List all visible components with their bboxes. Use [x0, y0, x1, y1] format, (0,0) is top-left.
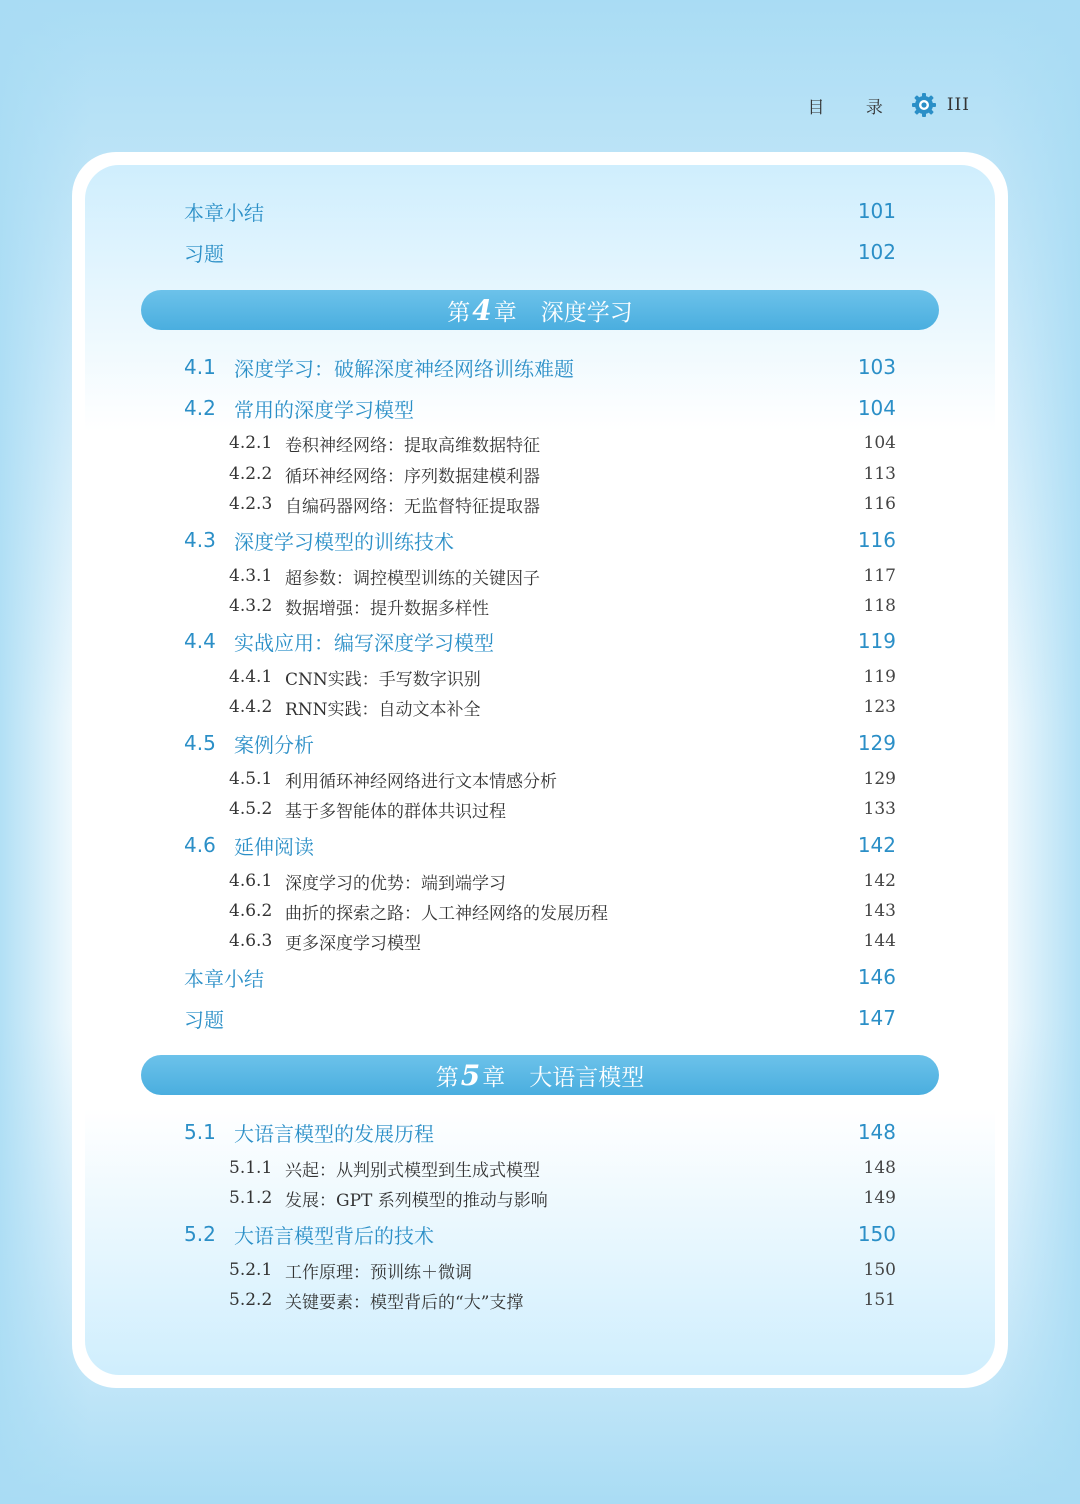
section-page: 129 — [857, 731, 896, 755]
subsection-number: 4.3.2 — [229, 596, 273, 616]
subsection-title: RNN实践：自动文本补全 — [285, 699, 481, 720]
subsection-title: 卷积神经网络：提取高维数据特征 — [285, 435, 540, 456]
subsection-page: 151 — [863, 1290, 896, 1310]
subsection-number: 4.2.2 — [229, 464, 273, 484]
toc-subsection[interactable] — [229, 926, 896, 956]
toc-section[interactable] — [184, 626, 896, 656]
subsection-number: 5.1.2 — [229, 1188, 273, 1208]
section-title: 常用的深度学习模型 — [234, 397, 414, 422]
toc-section[interactable] — [184, 1219, 896, 1249]
section-number: 4.2 — [184, 396, 216, 420]
section-page: 142 — [857, 833, 896, 857]
toc-section[interactable] — [184, 352, 896, 382]
toc-subsection[interactable] — [229, 591, 896, 621]
chapter-number: 5 — [460, 1058, 481, 1092]
chapter-title: 大语言模型 — [529, 1064, 645, 1091]
section-title: 大语言模型背后的技术 — [234, 1223, 434, 1248]
subsection-page: 118 — [863, 596, 896, 616]
subsection-page: 123 — [863, 697, 896, 717]
toc-subsection[interactable] — [229, 459, 896, 489]
toc-subsection[interactable] — [229, 896, 896, 926]
section-title: 延伸阅读 — [234, 834, 314, 859]
subsection-title: 曲折的探索之路：人工神经网络的发展历程 — [285, 903, 608, 924]
toc-section[interactable] — [184, 525, 896, 555]
chapter-title: 深度学习 — [540, 299, 633, 326]
subsection-title: 深度学习的优势：端到端学习 — [285, 873, 506, 894]
subsection-title: 数据增强：提升数据多样性 — [285, 598, 489, 619]
toc-subsection[interactable] — [229, 764, 896, 794]
subsection-number: 5.2.2 — [229, 1290, 273, 1310]
page-number: III — [946, 95, 970, 115]
subsection-page: 133 — [863, 799, 896, 819]
section-title: 实战应用：编写深度学习模型 — [234, 630, 494, 655]
subsection-page: 148 — [863, 1158, 896, 1178]
toc-subsection[interactable] — [229, 692, 896, 722]
section-page: 103 — [857, 355, 896, 379]
section-number: 4.3 — [184, 528, 216, 552]
subsection-page: 129 — [863, 769, 896, 789]
toc-entry-title: 本章小结 — [184, 966, 264, 991]
chapter-prefix: 第 — [435, 1064, 459, 1091]
toc-entry-page: 102 — [857, 240, 896, 264]
toc-subsection[interactable] — [229, 489, 896, 519]
section-number: 5.2 — [184, 1222, 216, 1246]
section-number: 4.5 — [184, 731, 216, 755]
section-page: 116 — [857, 528, 896, 552]
subsection-page: 149 — [863, 1188, 896, 1208]
section-title: 案例分析 — [234, 732, 314, 757]
subsection-number: 4.6.2 — [229, 901, 273, 921]
section-page: 119 — [857, 629, 896, 653]
subsection-number: 4.5.1 — [229, 769, 273, 789]
subsection-number: 4.6.1 — [229, 871, 273, 891]
toc-entry[interactable] — [184, 1003, 896, 1033]
subsection-title: CNN实践：手写数字识别 — [285, 669, 481, 690]
subsection-number: 5.2.1 — [229, 1260, 273, 1280]
section-page: 104 — [857, 396, 896, 420]
chapter-5-header[interactable] — [141, 1055, 939, 1095]
toc-entry[interactable] — [184, 196, 896, 226]
subsection-page: 116 — [863, 494, 896, 514]
toc-subsection[interactable] — [229, 561, 896, 591]
toc-entry-title: 习题 — [184, 1007, 224, 1032]
section-label: 目 录 — [807, 97, 901, 118]
toc-entry-title: 本章小结 — [184, 200, 264, 225]
subsection-number: 4.2.3 — [229, 494, 273, 514]
toc-subsection[interactable] — [229, 1153, 896, 1183]
section-number: 4.6 — [184, 833, 216, 857]
section-number: 4.4 — [184, 629, 216, 653]
section-title: 深度学习模型的训练技术 — [234, 529, 454, 554]
subsection-title: 利用循环神经网络进行文本情感分析 — [285, 771, 557, 792]
subsection-page: 113 — [863, 464, 896, 484]
toc-section[interactable] — [184, 830, 896, 860]
subsection-title: 基于多智能体的群体共识过程 — [285, 801, 506, 822]
subsection-title: 关键要素：模型背后的“大”支撑 — [285, 1292, 524, 1313]
chapter-prefix: 第 — [447, 299, 471, 326]
subsection-number: 5.1.1 — [229, 1158, 273, 1178]
chapter-suffix: 章 — [482, 1064, 506, 1091]
toc-subsection[interactable] — [229, 1285, 896, 1315]
subsection-number: 4.6.3 — [229, 931, 273, 951]
toc-entry-page: 101 — [857, 199, 896, 223]
section-number: 5.1 — [184, 1120, 216, 1144]
subsection-page: 119 — [863, 667, 896, 687]
chapter-number: 4 — [472, 293, 492, 327]
toc-subsection[interactable] — [229, 1255, 896, 1285]
gear-icon — [911, 92, 937, 118]
toc-section[interactable] — [184, 728, 896, 758]
subsection-title: 超参数：调控模型训练的关键因子 — [285, 568, 540, 589]
subsection-number: 4.4.1 — [229, 667, 273, 687]
subsection-title: 自编码器网络：无监督特征提取器 — [285, 496, 540, 517]
toc-entry[interactable] — [184, 962, 896, 992]
subsection-title: 发展：GPT 系列模型的推动与影响 — [285, 1190, 548, 1211]
toc-subsection[interactable] — [229, 866, 896, 896]
subsection-number: 4.5.2 — [229, 799, 273, 819]
toc-subsection[interactable] — [229, 428, 896, 458]
chapter-suffix: 章 — [493, 299, 517, 326]
section-title: 深度学习：破解深度神经网络训练难题 — [234, 356, 574, 381]
section-page: 150 — [857, 1222, 896, 1246]
subsection-title: 兴起：从判别式模型到生成式模型 — [285, 1160, 540, 1181]
toc-subsection[interactable] — [229, 662, 896, 692]
subsection-page: 142 — [863, 871, 896, 891]
subsection-page: 117 — [863, 566, 896, 586]
subsection-number: 4.2.1 — [229, 433, 273, 453]
toc-subsection[interactable] — [229, 794, 896, 824]
running-header — [807, 90, 970, 120]
section-page: 148 — [857, 1120, 896, 1144]
subsection-page: 104 — [863, 433, 896, 453]
toc-section[interactable] — [184, 393, 896, 423]
subsection-number: 4.3.1 — [229, 566, 273, 586]
section-title: 大语言模型的发展历程 — [234, 1121, 434, 1146]
toc-subsection[interactable] — [229, 1183, 896, 1213]
subsection-page: 144 — [863, 931, 896, 951]
toc-entry-page: 147 — [857, 1006, 896, 1030]
toc-entry-title: 习题 — [184, 241, 224, 266]
subsection-title: 更多深度学习模型 — [285, 933, 421, 954]
toc-entry[interactable] — [184, 237, 896, 267]
subsection-title: 循环神经网络：序列数据建模利器 — [285, 466, 540, 487]
toc-section[interactable] — [184, 1117, 896, 1147]
toc-entry-page: 146 — [857, 965, 896, 989]
subsection-number: 4.4.2 — [229, 697, 273, 717]
subsection-title: 工作原理：预训练＋微调 — [285, 1262, 472, 1283]
chapter-4-header[interactable] — [141, 290, 939, 330]
subsection-page: 150 — [863, 1260, 896, 1280]
section-number: 4.1 — [184, 355, 216, 379]
subsection-page: 143 — [863, 901, 896, 921]
